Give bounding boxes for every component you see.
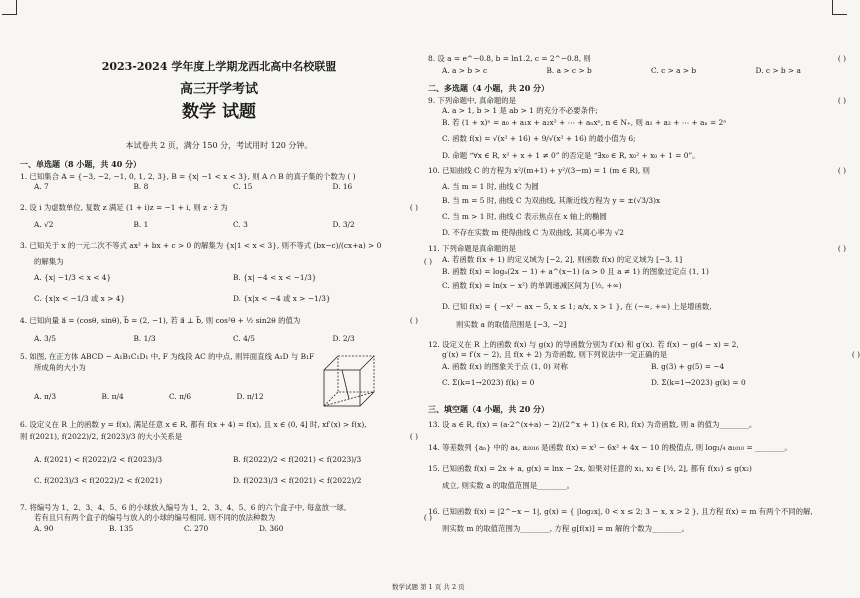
option-c: C. 15 (233, 182, 253, 191)
question-9-text: 9. 下列命题中, 真命题的是 (428, 96, 517, 105)
question-6-text: 则 f(2021), f(2022)/2, f(2023)/3 的大小关系是 (20, 432, 183, 441)
option-b: B. g(3) + g(5) = −4 (651, 362, 725, 371)
option-d: D. 16 (332, 182, 353, 191)
crop-mark-top-left (2, 0, 17, 15)
question-3-options-row1 (20, 273, 432, 282)
question-8 (428, 54, 846, 63)
option-c: C. f(2023)/3 < f(2022)/2 < f(2021) (34, 476, 163, 485)
option-b: B. 1 (133, 220, 149, 229)
question-11-option-d: D. 已知 f(x) = { −x² − ax − 5, x ≤ 1; a/x, x > 1 }, 在 (−∞, +∞) 上是增函数, (442, 302, 712, 311)
exam-note: 本试卷共 2 页，满分 150 分，考试用时 120 分钟。 (125, 141, 313, 150)
question-5: 5. 如图, 在正方体 ABCD − A₁B₁C₁D₁ 中, F 为线段 AC 的中点, 则异面直线 A₁D 与 B₁F (20, 352, 315, 361)
option-a: A. 3/5 (34, 334, 56, 343)
section-multi-choice: 二、多选题（4 小题，共 20 分） (428, 84, 550, 93)
question-4-text: 4. 已知向量 a⃗ = (cosθ, sinθ), b⃗ = (2, −1), 若 a⃗ ⊥ b⃗, 则 cos²θ + ½ sin2θ 的值为 (20, 316, 301, 325)
option-a: A. π/3 (34, 392, 57, 401)
question-3: 3. 已知关于 x 的一元二次不等式 ax² + bx + c > 0 的解集为 {x|1 < x < 3}, 则不等式 (bx−c)/(cx+a) > 0 (20, 241, 382, 250)
question-5-options (20, 392, 304, 401)
question-7: 7. 将编号为 1、2、3、4、5、6 的小球放入编号为 1、2、3、4、5、6 的六个盒子中, 每盒放一球, (20, 503, 347, 512)
question-7-text: 若有且只有两个盒子的编号与放入的小球的编号相同, 则不同的放法种数为 (34, 513, 276, 522)
question-1: 1. 已知集合 A = {−3, −2, −1, 0, 1, 2, 3}, B = {x| −1 < x < 3}, 则 A ∩ B 的真子集的个数为 ( ) (20, 172, 356, 181)
option-a: A. {x| −1/3 < x < 4} (34, 273, 112, 282)
question-2 (20, 203, 418, 212)
question-9-option-d: D. 命题 “∀x ∈ R, x² + x + 1 ≠ 0” 的否定是 “∃x₀ ∈ R, x₀² + x₀ + 1 = 0”。 (442, 151, 700, 160)
question-16: 16. 已知函数 f(x) = |2^−x − 1|, g(x) = { |log₂x|, 0 < x ≤ 2; 3 − x, x > 2 }, 且方程 f(x) = m 有两个不同的解, (428, 507, 813, 516)
question-10-option-b: B. 当 m = 5 时, 曲线 C 为双曲线, 其渐近线方程为 y = ±(√3/3)x (442, 196, 661, 205)
option-a: A. f(2021) < f(2022)/2 < f(2023)/3 (34, 455, 163, 464)
question-11-text: 11. 下列命题是真命题的是 (428, 244, 517, 253)
cube-figure (320, 352, 380, 410)
option-a: A. 90 (34, 524, 54, 533)
option-d: D. {x|x < −4 或 x > −1/3} (233, 294, 331, 303)
answer-paren: ( ) (409, 203, 418, 212)
question-2-text: 2. 设 i 为虚数单位, 复数 z 满足 (1 + i)z = −1 + i, 则 z · z̄ 为 (20, 203, 228, 212)
option-d: D. Σ(k=1→2023) g(k) = 0 (651, 378, 746, 387)
option-a: A. 函数 f(x) 的图象关于点 (1, 0) 对称 (442, 362, 568, 371)
question-6-options-row2 (20, 476, 432, 485)
question-8-options (428, 66, 860, 75)
option-b: B. a > c > b (546, 66, 592, 75)
question-11 (428, 244, 846, 253)
question-6-options-row1 (20, 455, 432, 464)
option-c: C. Σ(k=1→2023) f(k) = 0 (442, 378, 535, 387)
answer-paren: ( ) (837, 54, 846, 63)
question-6: 6. 设定义在 R 上的函数 y = f(x), 满足任意 x ∈ R, 都有 f(x + 4) = f(x), 且 x ∈ (0, 4] 时, xf′(x) > f(x), (20, 420, 367, 429)
question-11-option-a: A. 若函数 f(x + 1) 的定义域为 [−2, 2], 则函数 f(x) 的定义域为 [−3, 1] (442, 255, 683, 264)
question-11-option-c: C. 函数 f(x) = ln(x − x²) 的单调递减区间为 [½, +∞) (442, 281, 622, 290)
option-d: D. 3/2 (332, 220, 355, 229)
question-9-option-a: A. a > 1, b > 1 是 ab > 1 的充分不必要条件; (442, 106, 598, 115)
question-4-options (20, 334, 432, 343)
question-6-cont (20, 432, 418, 441)
option-c: C. {x|x < −1/3 或 x > 4} (34, 294, 126, 303)
question-12-options-row1 (428, 362, 860, 371)
question-16-cont: 则实数 m 的取值范围为________, 方程 g[f(x)] = m 解的个数为________。 (442, 524, 689, 533)
question-9-option-c: C. 函数 f(x) = √(x² + 16) + 9/√(x² + 16) 的最小值为 6; (442, 134, 636, 143)
option-c: C. 4/5 (233, 334, 255, 343)
question-9 (428, 96, 846, 105)
option-d: D. 360 (259, 524, 284, 533)
question-2-options (20, 220, 432, 229)
option-d: D. f(2023)/3 < f(2021) < f(2022)/2 (233, 476, 362, 485)
option-b: B. π/4 (101, 392, 124, 401)
section-single-choice: 一、单选题（8 小题，共 40 分） (20, 160, 142, 169)
answer-paren: ( ) (837, 244, 846, 253)
option-b: B. 8 (133, 182, 149, 191)
exam-subject: 数学 试题 (182, 102, 256, 122)
option-b: B. {x| −4 < x < −1/3} (233, 273, 317, 282)
question-13: 13. 设 a ∈ R, f(x) = (a·2^(x+a) − 2)/(2^x + 1) (x ∈ R), f(x) 为奇函数, 则 a 的值为________。 (428, 420, 757, 429)
question-15-cont: 成立, 则实数 a 的取值范围是________。 (442, 481, 575, 490)
option-d: D. π/12 (236, 392, 264, 401)
question-5-cont: 所成角的大小为 (34, 363, 86, 372)
question-12-cont (428, 350, 860, 359)
question-1-options (20, 182, 432, 191)
question-11-option-d-cont: 则实数 a 的取值范围是 [−3, −2] (456, 320, 567, 329)
question-12-text: g′(x) = f′(x − 2), 且 f(x + 2) 为奇函数, 则下列说法中一定正确的是 (442, 350, 668, 359)
question-3-text: 的解集为 (34, 257, 64, 266)
question-10-text: 10. 已知曲线 C 的方程为 x²/(m+1) + y²/(3−m) = 1 (m ∈ R), 则 (428, 166, 650, 175)
answer-paren: ( ) (423, 257, 432, 266)
question-10-option-c: C. 当 m > 1 时, 曲线 C 表示焦点在 x 轴上的椭圆 (442, 212, 607, 221)
option-b: B. 1/3 (133, 334, 156, 343)
question-10-option-d: D. 不存在实数 m 使得曲线 C 为双曲线, 其离心率为 √2 (442, 228, 624, 237)
question-3-options-row2 (20, 294, 432, 303)
answer-paren: ( ) (423, 513, 432, 522)
option-c: C. 270 (184, 524, 209, 533)
option-c: C. 3 (233, 220, 248, 229)
answer-paren: ( ) (409, 316, 418, 325)
answer-paren: ( ) (837, 166, 846, 175)
question-10 (428, 166, 846, 175)
option-c: C. c > a > b (651, 66, 697, 75)
question-12: 12. 设定义在 R 上的函数 f(x) 与 g(x) 的导函数分别为 f′(x) 和 g′(x). 若 f(x) − g(4 − x) = 2, (428, 340, 739, 349)
option-d: D. c > b > a (755, 66, 801, 75)
section-fill-in: 三、填空题（4 小题，共 20 分） (428, 405, 550, 414)
question-7-options (20, 524, 334, 533)
exam-title: 2023-2024 学年度上学期龙西北高中名校联盟 (101, 60, 337, 73)
answer-paren: ( ) (409, 432, 418, 441)
question-10-option-a: A. 当 m = 1 时, 曲线 C 为圆 (442, 182, 539, 191)
option-a: A. a > b > c (442, 66, 488, 75)
question-15: 15. 已知函数 f(x) = 2x + a, g(x) = lnx − 2x, 如果对任意的 x₁, x₂ ∈ [½, 2], 都有 f(x₁) ≤ g(x₂) (428, 464, 752, 473)
question-8-text: 8. 设 a = e^−0.8, b = ln1.2, c = 2^−0.8, 则 (428, 54, 591, 63)
question-14: 14. 等差数列 {aₙ} 中的 a₄, a₂₀₁₆ 是函数 f(x) = x³ − 6x² + 4x − 10 的极值点, 则 log₁/₄ a₁₀₁₀ = ________。 (428, 443, 792, 452)
question-3-cont (20, 257, 432, 266)
option-a: A. 7 (34, 182, 49, 191)
option-c: C. π/6 (169, 392, 192, 401)
option-b: B. 135 (109, 524, 134, 533)
option-a: A. √2 (34, 220, 54, 229)
option-d: D. 2/3 (332, 334, 355, 343)
option-b: B. f(2022)/2 < f(2021) < f(2023)/3 (233, 455, 362, 464)
answer-paren: ( ) (851, 350, 860, 359)
exam-subtitle: 高三开学考试 (179, 82, 258, 97)
question-7-cont (20, 513, 432, 522)
question-11-option-b: B. 函数 f(x) = logₐ(2x − 1) + a^(x−1) (a > 0 且 a ≠ 1) 的图象过定点 (1, 1) (442, 267, 709, 276)
question-12-options-row2 (428, 378, 860, 387)
right-column (428, 0, 860, 598)
page-footer: 数学试题 第 1 页 共 2 页 (392, 583, 465, 591)
question-9-option-b: B. 若 (1 + x)ⁿ = a₀ + a₁x + a₂x² + ⋯ + aₙxⁿ, n ∈ N₊, 则 a₁ + a₂ + ⋯ + aₙ = 2ⁿ (442, 118, 727, 127)
answer-paren: ( ) (837, 96, 846, 105)
question-4 (20, 316, 418, 325)
